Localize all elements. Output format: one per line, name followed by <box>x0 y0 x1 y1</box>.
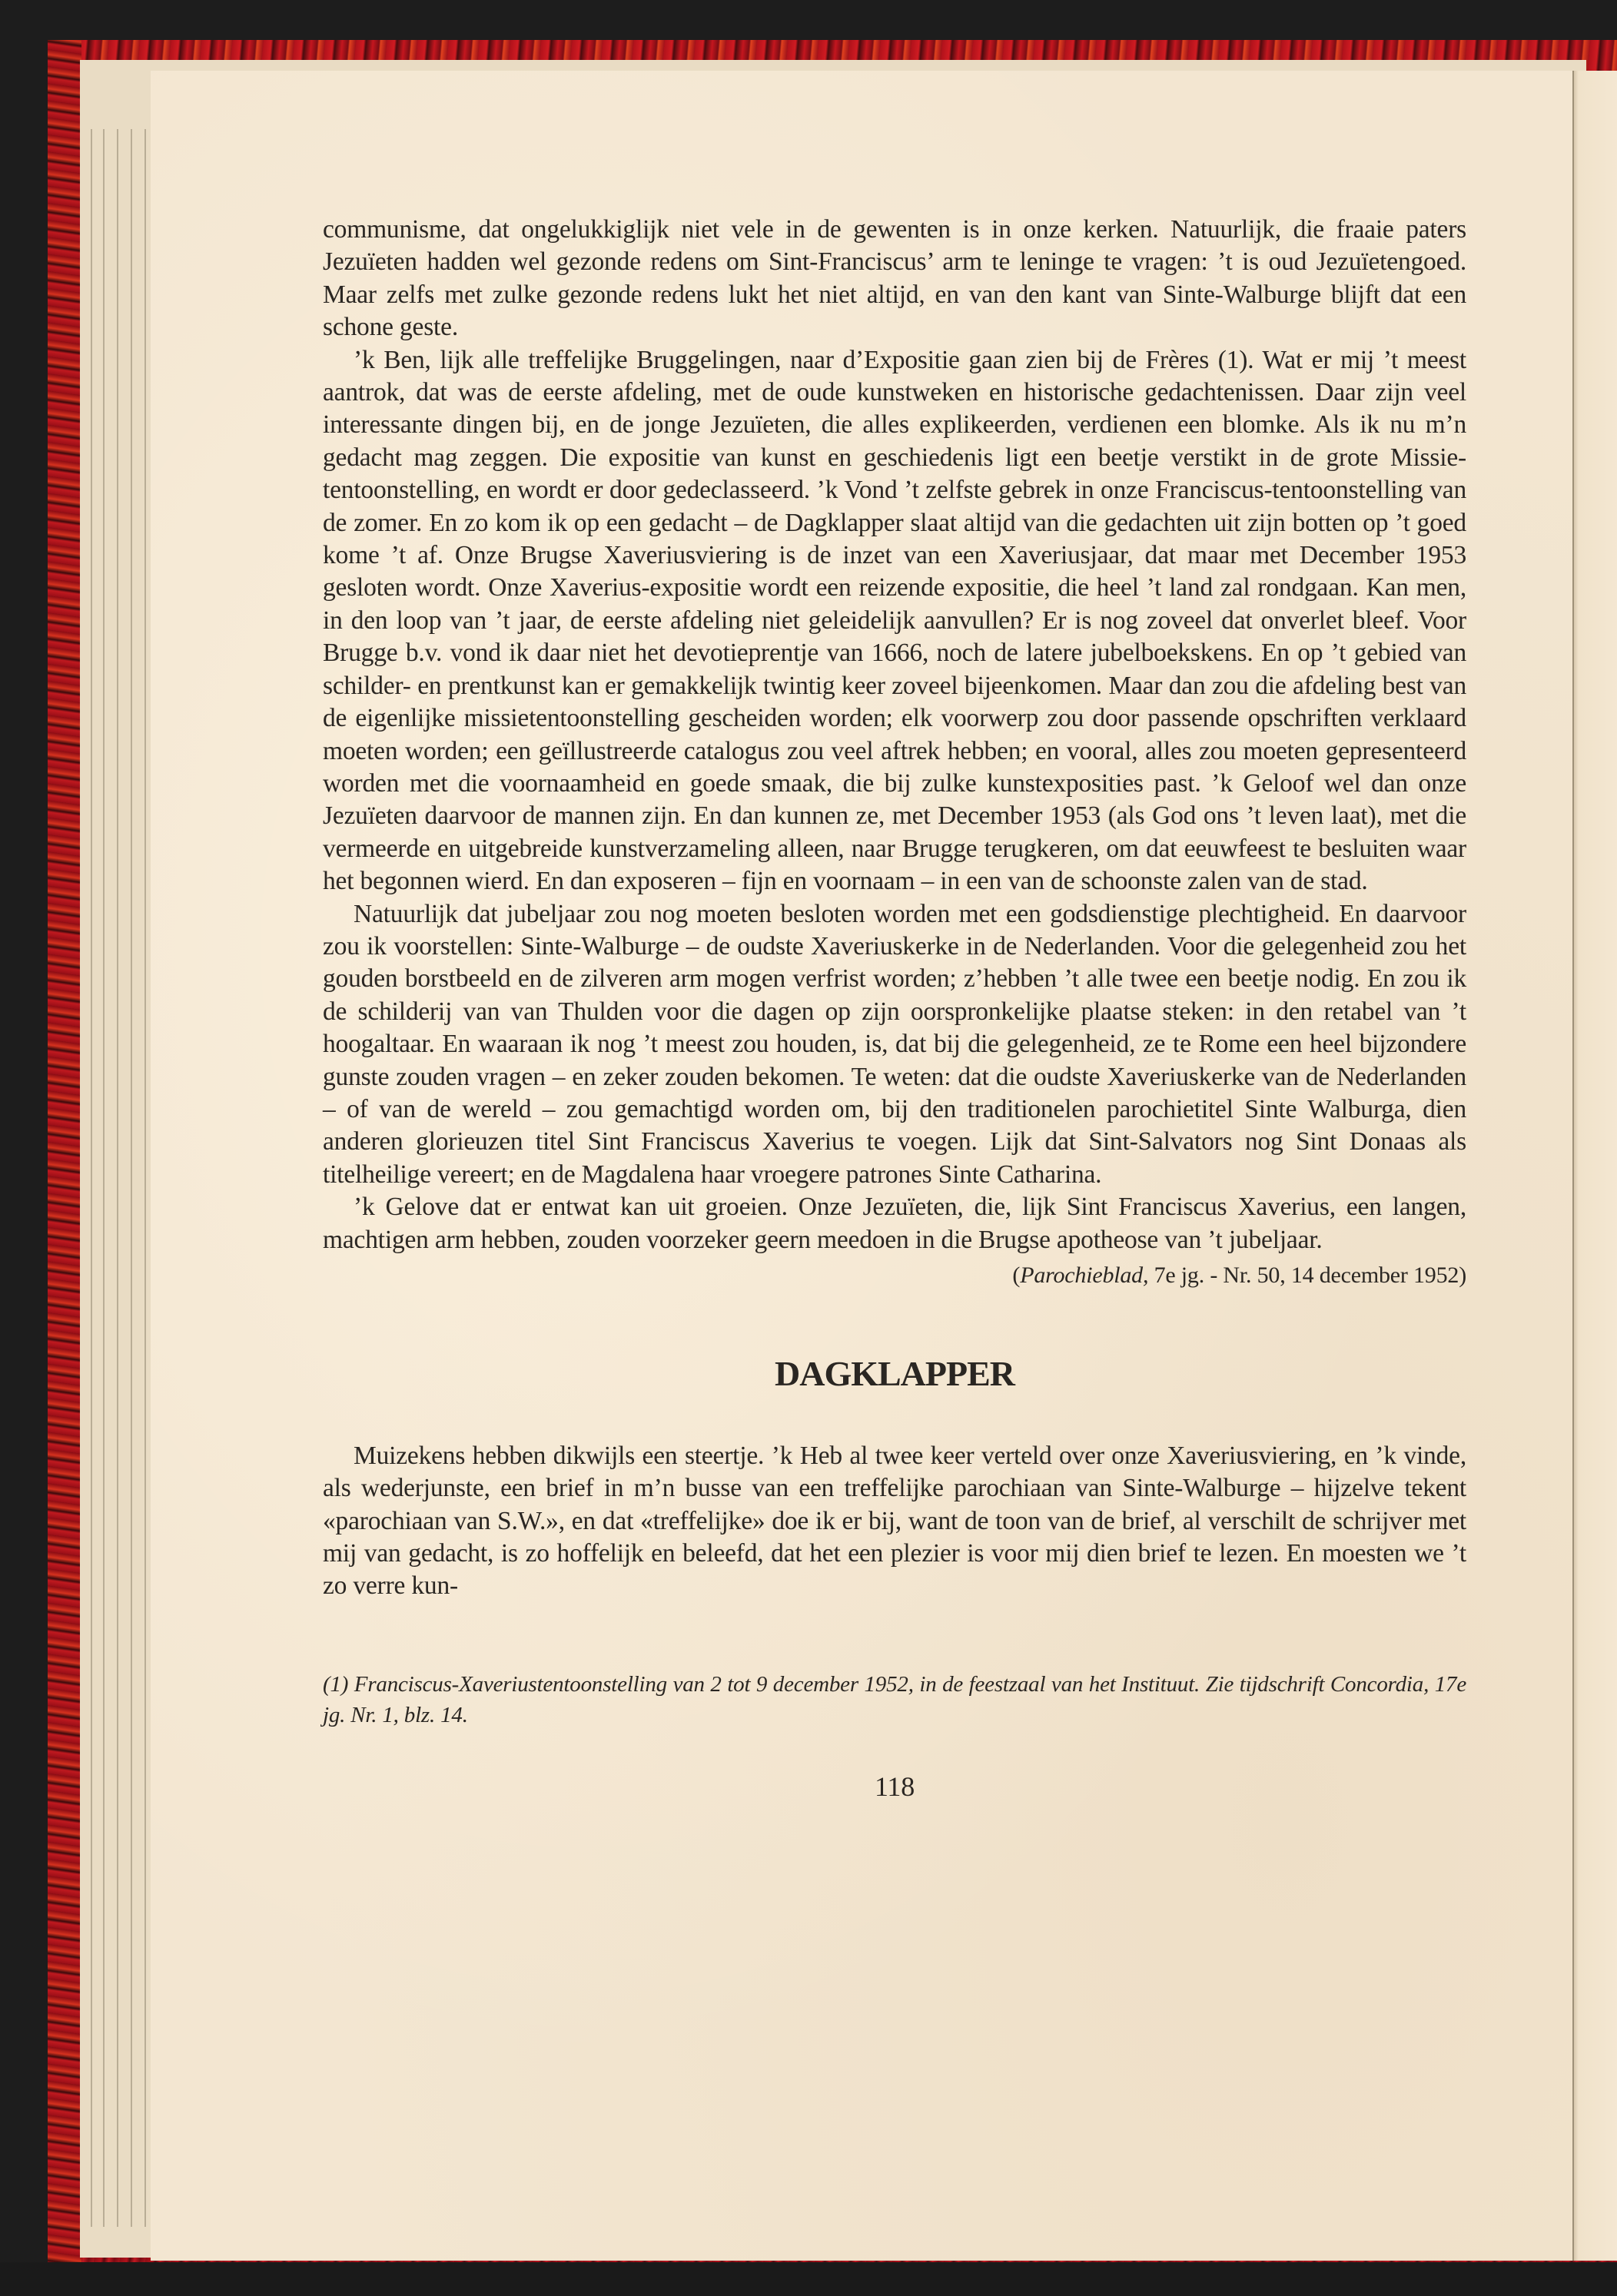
paragraph: communisme, dat ongelukkiglijk niet vele in de gewenten is in onze kerken. Natuurlijk, die fraaie paters Jezuïeten hadden wel gezonde redens om Sint-Franciscus’ arm te leninge te vragen: ’t is oud Jezuïetengoed. Maar zelfs met zulke gezonde redens lukt het niet altijd, en van den kant van Sinte-Walburge blijft dat een schone geste. <box>323 215 1466 342</box>
book-cover-left-edge <box>48 40 81 2268</box>
page-body <box>323 214 1466 1803</box>
source-citation <box>323 1259 1466 1292</box>
scan-background-bottom <box>0 2262 1617 2296</box>
paragraph: ’k Ben, lijk alle treffelijke Bruggelingen, naar d’Expositie gaan zien bij de Frères (1). Wat er mij ’t meest aantrok, dat was de eerste afdeling, met de oude kunstweken en historische gedachtenissen. Daar zijn veel interessante dingen bij, en de jonge Jezuïeten, die alles explikeerden, verdienen een blomke. Als ik nu m’n gedacht mag zeggen. Die expositie van kunst en geschiedenis ligt een beetje verstikt in de grote Missie-tentoonstelling, en wordt er door gedeclasseerd. ’k Vond ’t zelfste gebrek in onze Franciscus-tentoonstelling van de zomer. En zo kom ik op een gedacht – de Dagklapper slaat altijd van die gedachten uit zijn botten op ’t goed kome ’t af. Onze Brugse Xaveriusviering is de inzet van een Xaveriusjaar, dat maar met December 1953 gesloten wordt. Onze Xaverius-expositie wordt een reizende expositie, die heel ’t land zal rondgaan. Kan men, in den loop van ’t jaar, de eerste afdeling niet geleidelijk aanvullen? Er is nog zoveel dat onverlet bleef. Voor Brugge b.v. vond ik daar niet het devotieprentje van 1666, noch de latere jubelboekskens. En op ’t gebied van schilder- en prentkunst kan er gemakkelijk twintig keer zoveel bijeenkomen. Maar dan zou die afdeling best van de eigenlijke missietentoonstelling gescheiden worden; elk voorwerp zou door passende opschriften verklaard moeten worden; een geïllustreerde catalogus zou veel aftrek hebben; en vooral, alles zou moeten gepresenteerd worden met die voornaamheid en goede smaak, die bij zulke kunstexposities past. ’k Geloof wel dan onze Jezuïeten daarvoor de mannen zijn. En dan kunnen ze, met December 1953 (als God ons ’t leven laat), met die vermeerde en uitgebreide kunstverzameling alleen, naar Brugge terugkeren, om dat eeuwfeest te besluiten waar het begonnen wierd. En dan exposeren – fijn en voornaam – in een van de schoonste zalen van de stad. <box>323 345 1466 896</box>
article-body-top <box>323 214 1466 1256</box>
footnote: (1) Franciscus-Xaveriustentoonstelling van 2 tot 9 december 1952, in de feestzaal van het Instituut. Zie tijdschrift Concordia, 17e jg. Nr. 1, blz. 14. <box>323 1671 1466 1727</box>
citation-open: ( <box>1012 1262 1021 1288</box>
citation-source: Parochieblad, <box>1020 1262 1149 1288</box>
page-edge-line <box>91 129 92 2227</box>
paragraph: ’k Gelove dat er entwat kan uit groeien. Onze Jezuïeten, die, lijk Sint Franciscus Xaverius, een langen, machtigen arm hebben, zouden voorzeker geern meedoen in die Brugse apotheose van ’t jubeljaar. <box>323 1193 1466 1254</box>
facing-page-edge <box>1572 71 1617 2261</box>
page-number: 118 <box>874 1770 915 1802</box>
citation-details: 7e jg. - Nr. 50, 14 december 1952) <box>1148 1262 1466 1288</box>
page-edge-line <box>117 129 118 2227</box>
page-edge-line <box>144 129 146 2227</box>
paragraph: Muizekens hebben dikwijls een steertje. ’k Heb al twee keer verteld over onze Xaveriusviering, en ’k vinde, als wederjunste, een brief in m’n busse van een treffelijke parochiaan van Sinte-Walburge – hijzelve tekent «parochiaan van S.W.», en dat «treffelijke» doe ik er bij, want de toon van de brief, al verschilt de schrijver met mij van gedacht, is zo hoffelijk en beleefd, dat het een plezier is voor mij dien brief te lezen. En moesten we ’t zo verre kun- <box>323 1441 1466 1601</box>
section-title: DAGKLAPPER <box>775 1354 1014 1394</box>
page-edge-line <box>103 129 105 2227</box>
article-body-bottom <box>323 1440 1466 1603</box>
page-edge-line <box>131 129 132 2227</box>
paragraph: Natuurlijk dat jubeljaar zou nog moeten besloten worden met een godsdienstige plechtigheid. En daarvoor zou ik voorstellen: Sinte-Walburge – de oudste Xaveriuskerke in de Nederlanden. Voor die gelegenheid zou het gouden borstbeeld en de zilveren arm mogen verfrist worden; z’hebben ’t alle twee een beetje nodig. En zou ik de schilderij van van Thulden voor die dagen op zijn oorspronkelijke plaatse steken: in den retabel van ’t hoogaltaar. En waaraan ik nog ’t meest zou houden, is, dat bij die gelegenheid, ze te Rome een heel bijzondere gunste zouden vragen – en zeker zouden bekomen. Te weten: dat die oudste Xaveriuskerke van de Nederlanden – of van de wereld – zou gemachtigd worden om, bij den traditionelen parochietitel Sinte Walburga, dien anderen glorieuzen titel Sint Franciscus Xaverius te voegen. Lijk dat Sint-Salvators nog Sint Donaas als titelheilige vereert; en de Magdalena haar vroegere patrones Sinte Catharina. <box>323 899 1466 1189</box>
